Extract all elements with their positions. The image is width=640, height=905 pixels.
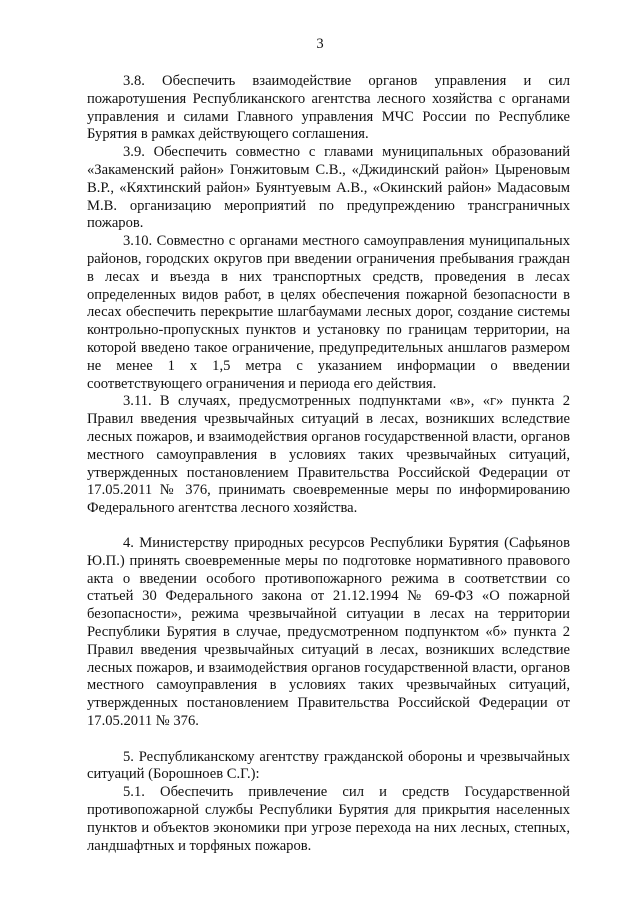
paragraph-5-1: 5.1. Обеспечить привлечение сил и средств Государственной противопожарной службы Республики Бурятия для прикрытия населенных пунктов и объектов экономики при угрозе перехода на них лесных, степных, ландшафтных и торфяных пожаров. bbox=[87, 784, 570, 854]
paragraph-5: 5. Республиканскому агентству гражданской обороны и чрезвычайных ситуаций (Борошноев С.Г.): bbox=[87, 748, 570, 783]
paragraph-3-10: 3.10. Совместно с органами местного самоуправления муниципальных районов, городских округов при введении ограничения пребывания граждан в лесах и въезда в них транспортных средств, проведения в лесах определенных видов работ, в целях обеспечения пожарной безопасности в лесах обеспечить перекрытие шлагбаумами лесных дорог, создание системы контрольно-пропускных пунктов и установку по границам территории, на которой введено такое ограничение, предупредительных аншлагов размером не менее 1 х 1,5 метра с указанием информации о введении соответствующего ограничения и периода его действия. bbox=[87, 233, 570, 392]
page-number: 3 bbox=[316, 36, 324, 52]
paragraph-3-8: 3.8. Обеспечить взаимодействие органов управления и сил пожаротушения Республиканского агентства лесного хозяйства с органами управления и силами Главного управления МЧС России по Республике Бурятия в рамках действующего соглашения. bbox=[87, 73, 570, 143]
paragraph-3-9: 3.9. Обеспечить совместно с главами муниципальных образований «Закаменский район» Гонжитовым С.В., «Джидинский район» Цыреновым В.Р., «Кяхтинский район» Буянтуевым А.В., «Окинский район» Мадасовым М.В. организацию мероприятий по предупреждению трансграничных пожаров. bbox=[87, 144, 570, 232]
document-body bbox=[87, 73, 570, 855]
paragraph-3-11: 3.11. В случаях, предусмотренных подпунктами «в», «г» пункта 2 Правил введения чрезвычайных ситуаций в лесах, возникших вследствие лесных пожаров, и взаимодействия органов государственной власти, органов местного самоуправления в условиях таких чрезвычайных ситуаций, утвержденных постановлением Правительства Российской Федерации от 17.05.2011 № 376, принимать своевременные меры по информированию Федерального агентства лесного хозяйства. bbox=[87, 393, 570, 517]
paragraph-4: 4. Министерству природных ресурсов Республики Бурятия (Сафьянов Ю.П.) принять своевременные меры по подготовке нормативного правового акта о введении особого противопожарного режима в соответствии со статьей 30 Федерального закона от 21.12.1994 № 69-ФЗ «О пожарной безопасности», режима чрезвычайной ситуации в лесах на территории Республики Бурятия в случае, предусмотренном подпунктом «б» пункта 2 Правил введения чрезвычайных ситуаций в лесах, возникших вследствие лесных пожаров, и взаимодействия органов государственной власти, органов местного самоуправления в условиях таких чрезвычайных ситуаций, утвержденных постановлением Правительства Российской Федерации от 17.05.2011 № 376. bbox=[87, 534, 570, 729]
